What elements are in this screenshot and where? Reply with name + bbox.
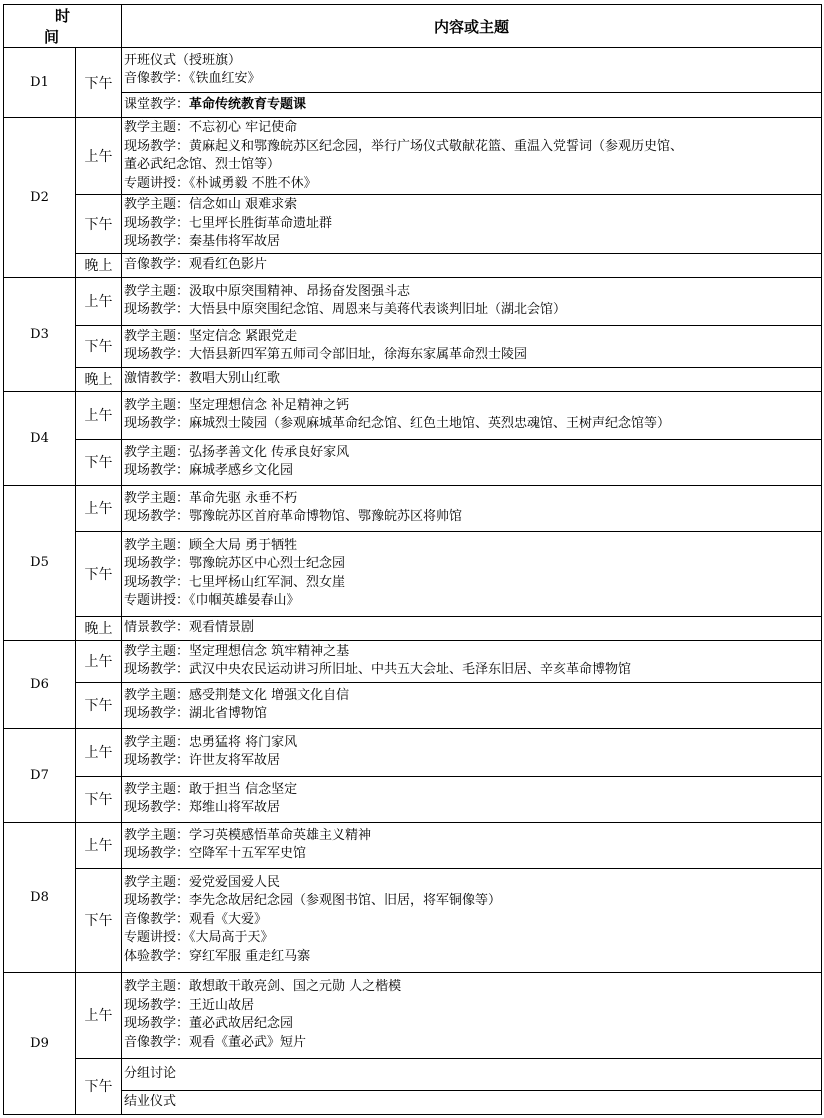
content-line [124,1034,821,1053]
line-value: 观看《董必武》短片 [189,1034,307,1050]
day-cell [4,728,76,822]
schedule-row [4,93,822,118]
line-value: 《巾帼英雄晏春山》 [189,593,300,608]
line-value: 坚定理想信念 补足精神之钙 [189,397,350,413]
period-label: 上午 [84,408,113,424]
period-cell [76,485,122,531]
period-cell [76,616,122,640]
line-value: 董必武纪念馆、烈士馆等） [124,157,281,172]
content-line [124,845,821,864]
line-label: 教学主题： [124,490,190,506]
period-label: 下午 [84,1079,113,1095]
period-label: 上午 [84,1008,113,1024]
content-cell [122,682,822,728]
content-line [124,574,821,593]
day-label: D7 [30,767,49,783]
schedule-row [4,616,822,640]
line-value: 弘扬孝善文化 传承良好家风 [189,444,350,460]
line-value: 七里坪长胜街革命遗址群 [189,215,333,231]
header-content [122,5,822,48]
line-value: 感受荆楚文化 增强文化自信 [189,687,350,703]
content-cell [122,325,822,367]
line-value: 《铁血红安》 [189,71,261,86]
day-label: D1 [30,75,49,90]
line-value: 观看《大爱》 [189,911,268,927]
line-value: 穿红军服 重走红马寨 [189,948,311,964]
line-value: 不忘初心 牢记使命 [189,120,298,135]
content-line [124,70,821,89]
line-label: 教学主题： [124,120,190,135]
schedule-row [4,640,822,682]
content-line [124,397,821,416]
day-label: D5 [30,555,49,570]
line-value: 董必武故居纪念园 [189,1016,294,1031]
period-cell [76,531,122,616]
period-label: 下午 [84,455,113,471]
line-value: 坚定理想信念 筑牢精神之基 [189,643,350,659]
content-cell [122,776,822,822]
content-cell [122,640,822,682]
line-value: 革命先驱 永垂不朽 [189,490,298,506]
period-cell [76,1058,122,1114]
line-label: 教学主题： [124,979,190,994]
content-line [124,1093,821,1112]
line-value: 信念如山 艰难求索 [189,197,298,212]
schedule-row [4,391,822,439]
schedule-row [4,1090,822,1114]
schedule-row [4,531,822,616]
period-label: 下午 [84,216,113,233]
content-line [124,444,821,463]
line-label: 现场教学： [124,846,190,861]
line-label: 开班仪式（授班旗） [124,52,242,68]
period-label: 上午 [84,149,113,165]
period-label: 上午 [84,745,113,761]
line-label: 教学主题： [124,643,190,659]
schedule-row [4,253,822,277]
line-label: 现场教学： [124,706,190,721]
period-label: 下午 [84,792,113,808]
content-cell [122,118,822,195]
line-label: 教学主题： [124,734,190,750]
content-cell [122,48,822,93]
line-label: 现场教学： [124,800,190,815]
day-cell [4,640,76,728]
line-value: 空降军十五军军史馆 [189,846,307,861]
content-cell [122,822,822,868]
day-label: D9 [30,1035,49,1051]
period-cell [76,640,122,682]
line-label: 音像教学： [124,71,190,86]
line-label: 教学主题： [124,444,190,460]
content-cell [122,531,822,616]
line-label: 教学主题： [124,874,190,890]
line-label: 音像教学： [124,256,190,272]
day-label: D6 [30,676,49,692]
period-cell [76,728,122,776]
line-value: 王近山故居 [189,997,255,1013]
line-label: 现场教学： [124,347,190,362]
content-cell [122,277,822,325]
day-cell [4,972,76,1114]
period-cell [76,776,122,822]
content-line [124,1065,821,1084]
line-value: 大悟县中原突围纪念馆、周恩来与美蒋代表谈判旧址（湖北会馆） [189,302,567,317]
line-label: 现场教学： [124,234,190,249]
schedule-row [4,682,822,728]
schedule-row [4,195,822,254]
content-line [124,661,821,680]
period-cell [76,972,122,1058]
line-value: 七里坪杨山红军洞、烈女崖 [189,574,346,590]
period-cell [76,253,122,277]
schedule-row [4,48,822,93]
period-label: 晚上 [84,621,113,637]
line-label: 情景教学： [124,619,190,635]
content-line [124,892,821,911]
content-line [124,827,821,846]
schedule-row [4,776,822,822]
line-value: 鄂豫皖苏区中心烈士纪念园 [189,556,346,571]
content-line [124,537,821,556]
period-label: 上午 [84,838,113,854]
content-line [124,929,821,948]
content-line [124,156,821,175]
schedule-row [4,325,822,367]
content-cell [122,93,822,118]
period-label: 下午 [84,75,113,92]
line-label: 专题讲授： [124,593,190,608]
schedule-row [4,728,822,776]
period-cell [76,118,122,195]
line-value: 《朴诚勇毅 不胜不休》 [189,175,317,191]
line-value: 观看情景剧 [189,619,255,635]
content-line [124,328,821,347]
header-time [4,5,130,48]
line-label: 现场教学： [124,215,190,231]
period-label: 上午 [84,654,113,670]
schedule-row [4,868,822,972]
line-value: 鄂豫皖苏区首府革命博物馆、鄂豫皖苏区将帅馆 [189,509,463,524]
content-line [124,138,821,157]
content-line [124,619,821,638]
line-value: 敢于担当 信念坚定 [189,781,298,797]
content-line [124,687,821,706]
content-line [124,705,821,724]
line-label: 现场教学： [124,753,190,768]
day-cell [4,391,76,485]
line-label: 专题讲授： [124,175,190,191]
line-value: 麻城烈士陵园（参观麻城革命纪念馆、红色土地馆、英烈忠魂馆、王树声纪念馆等） [189,416,671,431]
schedule-row [4,485,822,531]
schedule-row [4,1058,822,1090]
content-line [124,555,821,574]
line-value: 《大局高于天》 [189,930,274,946]
line-value: 革命传统教育专题课 [189,96,307,112]
line-value: 汲取中原突围精神、昂扬奋发图强斗志 [189,283,411,299]
line-label: 教学主题： [124,283,190,299]
day-cell [4,277,76,391]
line-label: 课堂教学： [124,96,190,112]
schedule-row [4,822,822,868]
line-label: 现场教学： [124,1016,190,1031]
content-line [124,752,821,771]
content-line [124,415,821,434]
content-line [124,119,821,138]
period-cell [76,822,122,868]
period-cell [76,325,122,367]
content-line [124,643,821,662]
line-label: 现场教学： [124,662,190,677]
content-line [124,301,821,320]
content-line [124,948,821,967]
content-line [124,346,821,365]
day-label: D2 [30,189,49,205]
schedule-table [3,4,822,1115]
line-label: 现场教学： [124,138,190,154]
period-cell [76,48,122,118]
line-label: 教学主题： [124,197,190,212]
content-cell [122,972,822,1058]
period-cell [76,367,122,391]
line-label: 专题讲授： [124,930,190,946]
line-label: 音像教学： [124,911,190,927]
line-value: 黄麻起义和鄂豫皖苏区纪念园，举行广场仪式敬献花篮、重温入党誓词（参观历史馆、 [189,138,684,154]
content-line [124,781,821,800]
content-cell [122,391,822,439]
period-label: 晚上 [84,372,113,388]
line-label: 体验教学： [124,948,190,964]
content-cell [122,195,822,254]
schedule-row [4,972,822,1058]
period-cell [76,195,122,254]
content-line [124,978,821,997]
line-label: 现场教学： [124,556,190,571]
content-line [124,508,821,527]
content-line [124,1015,821,1034]
day-cell [4,118,76,278]
line-value: 许世友将军故居 [189,753,281,768]
period-cell [76,868,122,972]
content-line [124,997,821,1016]
content-cell [122,439,822,485]
day-cell [4,822,76,972]
content-cell [122,367,822,391]
period-label: 下午 [84,698,113,714]
period-cell [76,682,122,728]
line-label: 教学主题： [124,687,190,703]
content-line [124,96,821,115]
line-label: 现场教学： [124,302,190,317]
day-label: D4 [30,430,49,446]
header-row [4,5,822,48]
period-cell [76,391,122,439]
line-value: 湖北省博物馆 [189,706,268,721]
period-label: 下午 [84,566,113,583]
content-line [124,462,821,481]
line-value: 顾全大局 勇于牺牲 [189,537,298,553]
content-cell [122,728,822,776]
line-label: 现场教学： [124,463,190,478]
content-cell [122,616,822,640]
content-line [124,592,821,611]
content-line [124,233,821,252]
day-label: D8 [30,889,49,905]
content-line [124,370,821,389]
line-value: 敢想敢干敢亮剑、国之元勋 人之楷模 [189,979,402,994]
period-label: 下午 [84,339,113,355]
line-value: 坚定信念 紧跟党走 [189,328,298,344]
content-cell [122,253,822,277]
period-label: 上午 [84,294,113,310]
content-line [124,799,821,818]
content-line [124,215,821,234]
content-line [124,52,821,71]
line-label: 分组讨论 [124,1065,177,1081]
line-value: 爱党爱国爱人民 [189,874,281,890]
line-value: 忠勇猛将 将门家风 [189,734,298,750]
line-label: 教学主题： [124,781,190,797]
line-label: 教学主题： [124,827,190,843]
period-label: 晚上 [84,258,113,274]
content-cell [122,1058,822,1090]
period-cell [76,277,122,325]
content-line [124,256,821,275]
header-time-label: 时 间 [44,7,130,46]
line-label: 教学主题： [124,328,190,344]
period-label: 上午 [84,501,113,517]
line-label: 现场教学： [124,509,190,524]
content-cell [122,485,822,531]
content-line [124,490,821,509]
content-line [124,175,821,194]
schedule-row [4,277,822,325]
period-label: 下午 [84,913,113,929]
content-line [124,734,821,753]
header-content-label: 内容或主题 [434,17,510,36]
line-value: 郑维山将军故居 [189,800,281,815]
line-label: 现场教学： [124,416,190,431]
schedule-body [4,48,822,1115]
line-value: 秦基伟将军故居 [189,234,281,249]
line-label: 教学主题： [124,537,190,553]
content-line [124,874,821,893]
line-value: 学习英模感悟革命英雄主义精神 [189,827,372,843]
content-cell [122,868,822,972]
line-label: 现场教学： [124,893,190,909]
schedule-row [4,367,822,391]
line-value: 教唱大别山红歌 [189,370,281,386]
line-label: 教学主题： [124,397,190,413]
schedule-row [4,118,822,195]
period-cell [76,439,122,485]
line-value: 大悟县新四军第五师司令部旧址，徐海东家属革命烈士陵园 [189,347,528,362]
content-line [124,196,821,215]
day-cell [4,48,76,118]
content-cell [122,1090,822,1114]
line-label: 激情教学： [124,370,190,386]
content-line [124,911,821,930]
line-value: 李先念故居纪念园（参观图书馆、旧居，将军铜像等） [189,893,502,909]
content-line [124,283,821,302]
line-value: 麻城孝感乡文化园 [189,463,294,478]
line-label: 现场教学： [124,997,190,1013]
line-value: 武汉中央农民运动讲习所旧址、中共五大会址、毛泽东旧居、辛亥革命博物馆 [189,662,632,677]
day-label: D3 [30,326,49,342]
line-label: 结业仪式 [124,1093,177,1109]
line-label: 音像教学： [124,1034,190,1050]
line-label: 现场教学： [124,574,190,590]
schedule-row [4,439,822,485]
day-cell [4,485,76,640]
line-value: 观看红色影片 [189,256,268,272]
